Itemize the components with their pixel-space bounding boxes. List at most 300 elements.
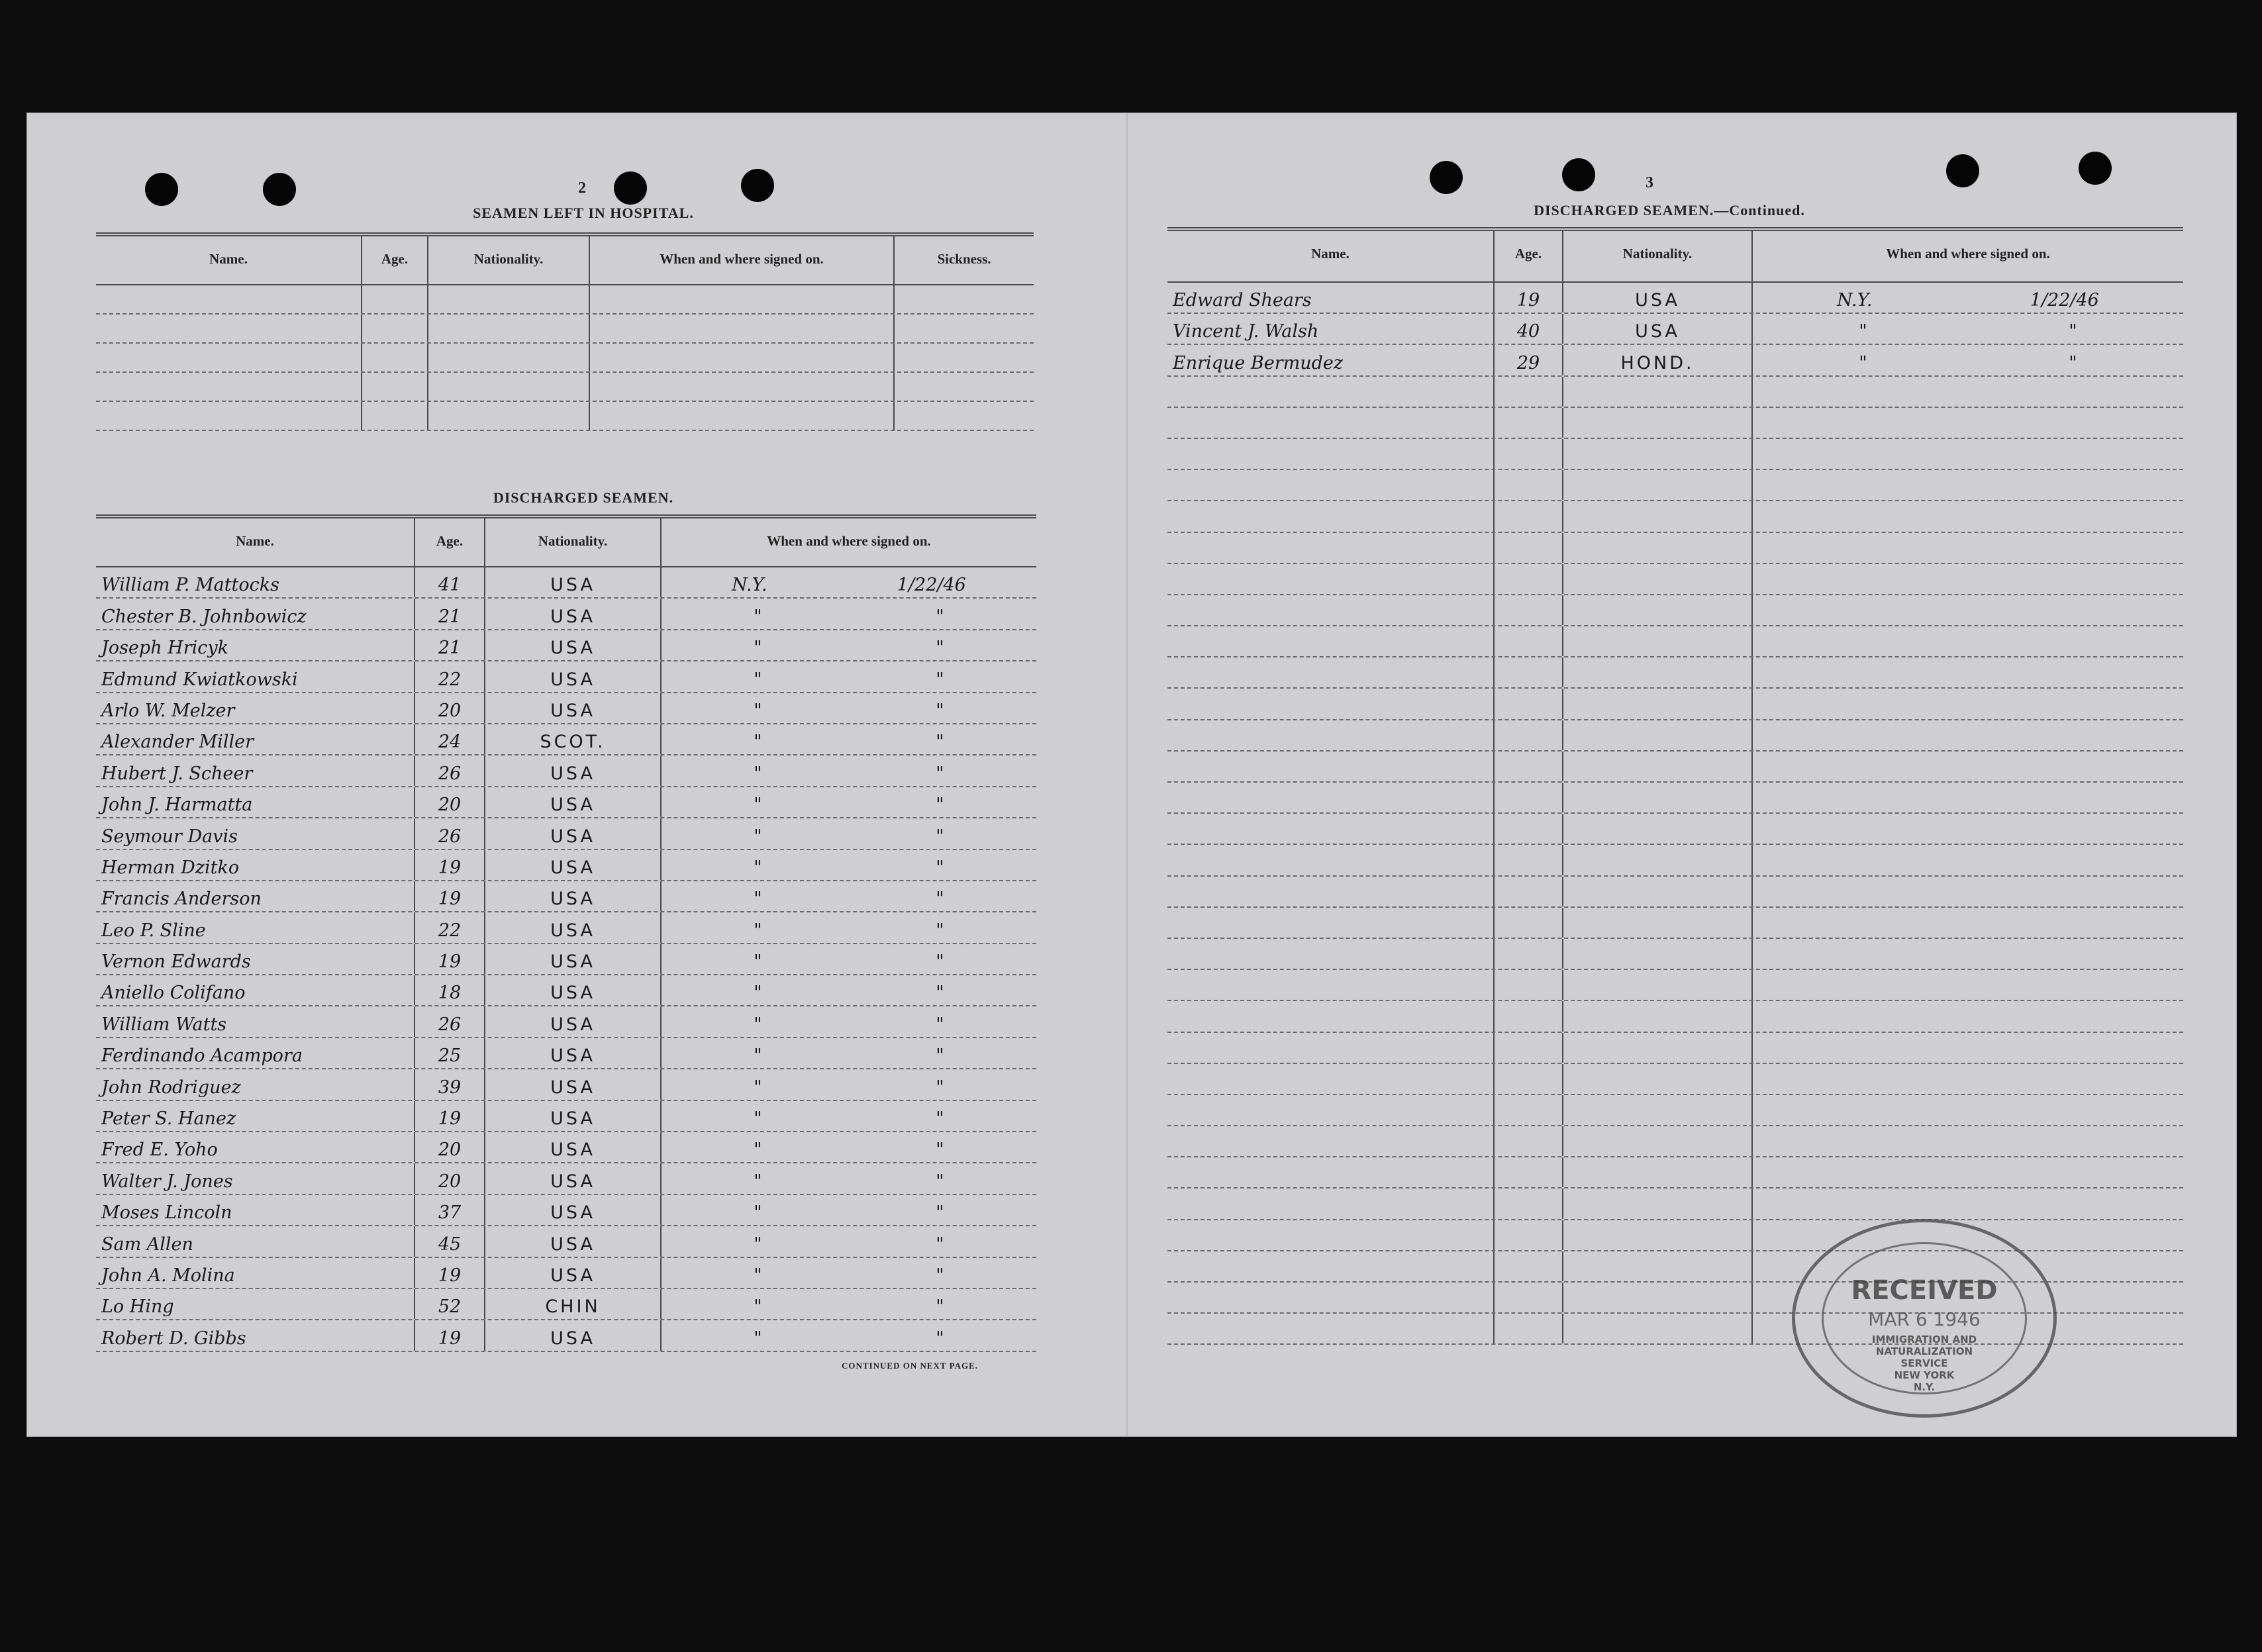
signed-on-place: " [1859, 352, 1867, 373]
seaman-age [1495, 533, 1563, 563]
seaman-nationality: USA [485, 818, 662, 848]
signed-on-place: N.Y. [1837, 290, 1873, 311]
signed-on [662, 1132, 1036, 1162]
signed-on-place: " [754, 857, 762, 878]
stamp-date: MAR 6 1946 [1868, 1308, 1981, 1330]
table-row [1167, 377, 2183, 408]
seaman-age: 40 [1495, 314, 1563, 344]
seaman-name: Peter S. Hanez [96, 1101, 415, 1131]
table-row [96, 1320, 1036, 1351]
table-row [1167, 439, 2183, 470]
signed-on [662, 787, 1036, 817]
table-row [96, 693, 1036, 724]
seaman-name: Vincent J. Walsh [1167, 314, 1495, 344]
signed-on [662, 1069, 1036, 1099]
seaman-age: 20 [415, 787, 485, 817]
signed-on [1753, 814, 2183, 844]
punch-hole [1562, 158, 1595, 191]
signed-on [1753, 908, 2183, 938]
seaman-name [1167, 1033, 1495, 1063]
table-row [1167, 970, 2183, 1001]
signed-on-date: " [936, 1108, 944, 1130]
signed-on-date: " [936, 763, 944, 784]
signed-on [662, 944, 1036, 974]
seaman-age [1495, 939, 1563, 969]
seaman-age: 26 [415, 755, 485, 785]
signed-on-place: " [754, 1202, 762, 1224]
seaman-nationality [1563, 1126, 1753, 1156]
ledger-sheet [26, 113, 2237, 1437]
signed-on [1753, 564, 2183, 594]
table-row [1167, 1126, 2183, 1157]
seaman-age [1495, 1283, 1563, 1312]
seaman-name: Edward Shears [1167, 283, 1495, 313]
seaman-nationality [1563, 877, 1753, 906]
signed-on-place: " [754, 1014, 762, 1035]
seaman-age [1495, 377, 1563, 407]
signed-on [1753, 752, 2183, 781]
table-row [1167, 783, 2183, 814]
header-age: Age. [362, 236, 428, 284]
seaman-age: 19 [415, 850, 485, 880]
seaman-nationality: USA [485, 881, 662, 911]
seaman-nationality [1563, 814, 1753, 844]
signed-on-place: " [754, 795, 762, 816]
seaman-age [1495, 1220, 1563, 1250]
seaman-age: 20 [415, 693, 485, 723]
signed-on [1753, 970, 2183, 1000]
seaman-nationality [1563, 501, 1753, 531]
empty-cell [428, 315, 590, 342]
signed-on-date: " [936, 1296, 944, 1318]
signed-on-date: " [936, 983, 944, 1004]
punch-hole [2079, 152, 2112, 185]
table-row [1167, 657, 2183, 689]
header-nationality: Nationality. [1563, 231, 1753, 281]
signed-on-place: " [754, 1296, 762, 1318]
table-row [1167, 1064, 2183, 1095]
seaman-age: 22 [415, 912, 485, 942]
page-number: 3 [1646, 174, 1653, 191]
seaman-age: 26 [415, 1006, 485, 1036]
signed-on-place: " [754, 732, 762, 753]
seaman-name: Enrique Bermudez [1167, 345, 1495, 375]
signed-on-date: " [936, 1234, 944, 1255]
seaman-nationality: USA [485, 599, 662, 628]
signed-on-place: " [754, 1234, 762, 1255]
table-row [96, 975, 1036, 1006]
seaman-nationality [1563, 408, 1753, 438]
seaman-age [1495, 752, 1563, 781]
table-row [1167, 908, 2183, 939]
seaman-name: Arlo W. Melzer [96, 693, 415, 723]
seaman-name [1167, 533, 1495, 563]
seaman-age: 25 [415, 1038, 485, 1068]
header-when-where: When and where signed on. [1886, 246, 2050, 262]
signed-on-date: " [936, 700, 944, 721]
seaman-nationality: USA [485, 1069, 662, 1099]
seaman-name [1167, 1126, 1495, 1156]
table-row [96, 1101, 1036, 1132]
seaman-nationality: USA [485, 1163, 662, 1193]
table-row [1167, 470, 2183, 501]
signed-on-place: " [754, 826, 762, 847]
table-row [1167, 626, 2183, 657]
signed-on-date: " [936, 732, 944, 753]
discharged-table-left [96, 514, 1036, 1352]
empty-cell [590, 402, 895, 430]
signed-on-place: " [754, 1265, 762, 1286]
empty-cell [895, 402, 1034, 430]
signed-on-place: " [754, 1108, 762, 1130]
seaman-name [1167, 1251, 1495, 1281]
seaman-age: 19 [1495, 283, 1563, 313]
seaman-nationality [1563, 1220, 1753, 1250]
signed-on [1753, 595, 2183, 625]
table-row [96, 402, 1034, 431]
signed-on-date: " [936, 638, 944, 659]
seaman-age [1495, 845, 1563, 875]
seaman-nationality: HOND. [1563, 345, 1753, 375]
seaman-nationality [1563, 1001, 1753, 1031]
seaman-nationality [1563, 783, 1753, 812]
signed-on-place: " [754, 1140, 762, 1161]
seaman-age [1495, 877, 1563, 906]
signed-on [1753, 1001, 2183, 1031]
seaman-nationality: USA [485, 1195, 662, 1225]
seaman-name [1167, 814, 1495, 844]
signed-on-date: " [936, 920, 944, 941]
seaman-name: John J. Harmatta [96, 787, 415, 817]
seaman-nationality: USA [485, 850, 662, 880]
seaman-age: 52 [415, 1289, 485, 1319]
seaman-nationality: USA [485, 1006, 662, 1036]
seaman-name [1167, 1189, 1495, 1218]
seaman-nationality [1563, 595, 1753, 625]
table-row [1167, 752, 2183, 783]
seaman-name: Robert D. Gibbs [96, 1320, 415, 1350]
seaman-nationality [1563, 1189, 1753, 1218]
table-row [1167, 689, 2183, 720]
seaman-nationality [1563, 626, 1753, 656]
signed-on-date: " [936, 1328, 944, 1349]
signed-on [662, 630, 1036, 660]
seaman-age [1495, 1314, 1563, 1343]
seaman-nationality [1563, 939, 1753, 969]
seaman-nationality: USA [485, 1258, 662, 1288]
table-row [96, 630, 1036, 661]
hospital-section-title: SEAMEN LEFT IN HOSPITAL. [473, 205, 694, 221]
table-row [96, 285, 1034, 315]
table-row [1167, 314, 2183, 345]
seaman-nationality [1563, 1314, 1753, 1343]
table-row [1167, 1189, 2183, 1220]
table-row [96, 1069, 1036, 1100]
seaman-name [1167, 1220, 1495, 1250]
signed-on [1753, 314, 2183, 344]
seaman-name [1167, 1157, 1495, 1187]
signed-on [662, 599, 1036, 628]
signed-on [1753, 626, 2183, 656]
seaman-name: Vernon Edwards [96, 944, 415, 974]
table-row [96, 881, 1036, 912]
signed-on-date: " [936, 1202, 944, 1224]
signed-on-place: " [754, 983, 762, 1004]
signed-on-date: 1/22/46 [897, 575, 966, 596]
empty-cell [590, 373, 895, 401]
discharged-table-right [1167, 227, 2183, 1345]
seaman-name [1167, 1314, 1495, 1343]
seaman-name: Moses Lincoln [96, 1195, 415, 1225]
signed-on [662, 661, 1036, 691]
signed-on-place: " [754, 763, 762, 784]
table-row [96, 1195, 1036, 1226]
signed-on-place: " [1859, 321, 1867, 342]
seaman-age [1495, 783, 1563, 812]
table-row [1167, 877, 2183, 908]
seaman-name: John Rodriguez [96, 1069, 415, 1099]
empty-cell [428, 285, 590, 313]
table-row [96, 315, 1034, 344]
discharged-table-header [96, 518, 1036, 567]
seaman-age: 39 [415, 1069, 485, 1099]
discharged-section-title: DISCHARGED SEAMEN. [493, 489, 674, 506]
signed-on [1753, 470, 2183, 500]
table-row [1167, 1095, 2183, 1126]
table-row [1167, 533, 2183, 564]
seaman-nationality [1563, 564, 1753, 594]
signed-on [662, 818, 1036, 848]
signed-on-date: " [936, 1171, 944, 1192]
signed-on-place: " [754, 1077, 762, 1098]
signed-on-date: " [936, 795, 944, 816]
seaman-nationality: USA [485, 944, 662, 974]
seaman-nationality: USA [485, 630, 662, 660]
seaman-name [1167, 877, 1495, 906]
empty-cell [428, 402, 590, 430]
seaman-age [1495, 689, 1563, 718]
signed-on-place: " [754, 606, 762, 627]
seaman-nationality [1563, 1064, 1753, 1094]
signed-on-date: " [936, 669, 944, 690]
table-row [96, 724, 1036, 755]
seaman-name [1167, 845, 1495, 875]
signed-on-date: " [936, 1014, 944, 1035]
seaman-age [1495, 439, 1563, 469]
table-row [96, 599, 1036, 630]
signed-on-date: " [2069, 321, 2077, 342]
seaman-age: 21 [415, 599, 485, 628]
table-row [96, 912, 1036, 944]
signed-on [1753, 439, 2183, 469]
seaman-age: 26 [415, 818, 485, 848]
signed-on-date: " [936, 1077, 944, 1098]
seaman-age [1495, 626, 1563, 656]
table-row [1167, 1220, 2183, 1251]
seaman-name: Sam Allen [96, 1226, 415, 1256]
signed-on-date: " [936, 889, 944, 910]
seaman-name: William P. Mattocks [96, 567, 415, 597]
signed-on [1753, 533, 2183, 563]
seaman-age [1495, 408, 1563, 438]
header-name: Name. [96, 518, 415, 566]
table-row [96, 1258, 1036, 1289]
seaman-age [1495, 1126, 1563, 1156]
seaman-name [1167, 1064, 1495, 1094]
seaman-age [1495, 1251, 1563, 1281]
table-row [96, 1289, 1036, 1320]
signed-on [1753, 1126, 2183, 1156]
seaman-name: Lo Hing [96, 1289, 415, 1319]
discharged-continued-title: DISCHARGED SEAMEN.—Continued. [1534, 202, 1805, 219]
table-row [96, 850, 1036, 881]
seaman-nationality: SCOT. [485, 724, 662, 754]
signed-on [662, 1163, 1036, 1193]
hospital-table [96, 232, 1034, 431]
seaman-name [1167, 689, 1495, 718]
signed-on-date: " [936, 857, 944, 878]
empty-cell [96, 373, 362, 401]
seaman-nationality [1563, 533, 1753, 563]
seaman-age: 20 [415, 1163, 485, 1193]
seaman-nationality [1563, 752, 1753, 781]
punch-hole [614, 171, 647, 205]
empty-cell [96, 402, 362, 430]
header-age: Age. [1495, 231, 1563, 281]
seaman-nationality: USA [485, 661, 662, 691]
seaman-nationality: USA [485, 1226, 662, 1256]
seaman-name [1167, 626, 1495, 656]
seaman-age [1495, 970, 1563, 1000]
table-row [1167, 408, 2183, 439]
seaman-nationality [1563, 470, 1753, 500]
table-row [1167, 814, 2183, 845]
table-row [1167, 939, 2183, 970]
seaman-age: 37 [415, 1195, 485, 1225]
signed-on [662, 1006, 1036, 1036]
stamp-line: NATURALIZATION [1875, 1345, 1973, 1357]
table-row [96, 1038, 1036, 1069]
seaman-nationality [1563, 970, 1753, 1000]
empty-cell [96, 285, 362, 313]
seaman-nationality: USA [1563, 283, 1753, 313]
seaman-age: 18 [415, 975, 485, 1005]
signed-on [1753, 1033, 2183, 1063]
seaman-nationality: USA [485, 1320, 662, 1350]
signed-on [662, 881, 1036, 911]
signed-on-place: " [754, 920, 762, 941]
seaman-name: Fred E. Yoho [96, 1132, 415, 1162]
empty-cell [895, 344, 1034, 371]
seaman-nationality [1563, 1157, 1753, 1187]
signed-on-date: " [936, 826, 944, 847]
header-when-where: When and where signed on. [767, 533, 931, 549]
signed-on-date: " [936, 606, 944, 627]
seaman-name: Leo P. Sline [96, 912, 415, 942]
seaman-nationality: USA [485, 567, 662, 597]
table-row [1167, 1033, 2183, 1064]
empty-cell [362, 315, 428, 342]
signed-on [1753, 1189, 2183, 1218]
seaman-name: Herman Dzitko [96, 850, 415, 880]
signed-on [662, 1320, 1036, 1350]
signed-on-date: " [2069, 352, 2077, 373]
empty-cell [895, 285, 1034, 313]
signed-on-date: " [936, 1265, 944, 1286]
seaman-nationality [1563, 1033, 1753, 1063]
seaman-nationality [1563, 720, 1753, 750]
table-row [96, 1163, 1036, 1194]
seaman-name [1167, 377, 1495, 407]
signed-on [1753, 689, 2183, 718]
signed-on [1753, 1064, 2183, 1094]
seaman-name [1167, 470, 1495, 500]
seaman-age [1495, 564, 1563, 594]
table-row [1167, 720, 2183, 752]
seaman-age [1495, 595, 1563, 625]
seaman-name [1167, 657, 1495, 687]
table-row [1167, 345, 2183, 376]
seaman-name [1167, 595, 1495, 625]
seaman-nationality: USA [485, 787, 662, 817]
stamp-line: IMMIGRATION AND [1871, 1334, 1977, 1345]
table-row [96, 787, 1036, 818]
empty-cell [96, 315, 362, 342]
empty-cell [362, 285, 428, 313]
seaman-nationality: USA [485, 755, 662, 785]
header-nationality: Nationality. [485, 518, 662, 566]
signed-on [662, 1195, 1036, 1225]
received-stamp [1792, 1219, 2057, 1418]
signed-on [1753, 845, 2183, 875]
seaman-age: 24 [415, 724, 485, 754]
table-row [96, 944, 1036, 975]
signed-on [1753, 1157, 2183, 1187]
seaman-age: 21 [415, 630, 485, 660]
seaman-nationality: USA [1563, 314, 1753, 344]
page-fold [1126, 113, 1128, 1436]
signed-on [662, 755, 1036, 785]
table-row [1167, 595, 2183, 626]
table-row [1167, 283, 2183, 314]
seaman-age: 19 [415, 1320, 485, 1350]
table-row [96, 1132, 1036, 1163]
empty-cell [428, 373, 590, 401]
signed-on [662, 975, 1036, 1005]
seaman-age [1495, 501, 1563, 531]
signed-on [662, 912, 1036, 942]
table-row [1167, 845, 2183, 876]
seaman-name [1167, 501, 1495, 531]
seaman-name: Walter J. Jones [96, 1163, 415, 1193]
empty-cell [362, 402, 428, 430]
header-when-where: When and where signed on. [590, 236, 895, 284]
seaman-name [1167, 1095, 1495, 1125]
seaman-age: 19 [415, 1101, 485, 1131]
seaman-age [1495, 657, 1563, 687]
header-sickness: Sickness. [937, 251, 991, 267]
signed-on [1753, 877, 2183, 906]
seaman-age: 19 [415, 944, 485, 974]
table-row [1167, 501, 2183, 532]
signed-on-place: N.Y. [732, 575, 767, 596]
seaman-nationality: USA [485, 1132, 662, 1162]
header-age: Age. [415, 518, 485, 566]
seaman-age: 22 [415, 661, 485, 691]
seaman-name: John A. Molina [96, 1258, 415, 1288]
stamp-line: N.Y. [1913, 1381, 1936, 1393]
seaman-name: Hubert J. Scheer [96, 755, 415, 785]
